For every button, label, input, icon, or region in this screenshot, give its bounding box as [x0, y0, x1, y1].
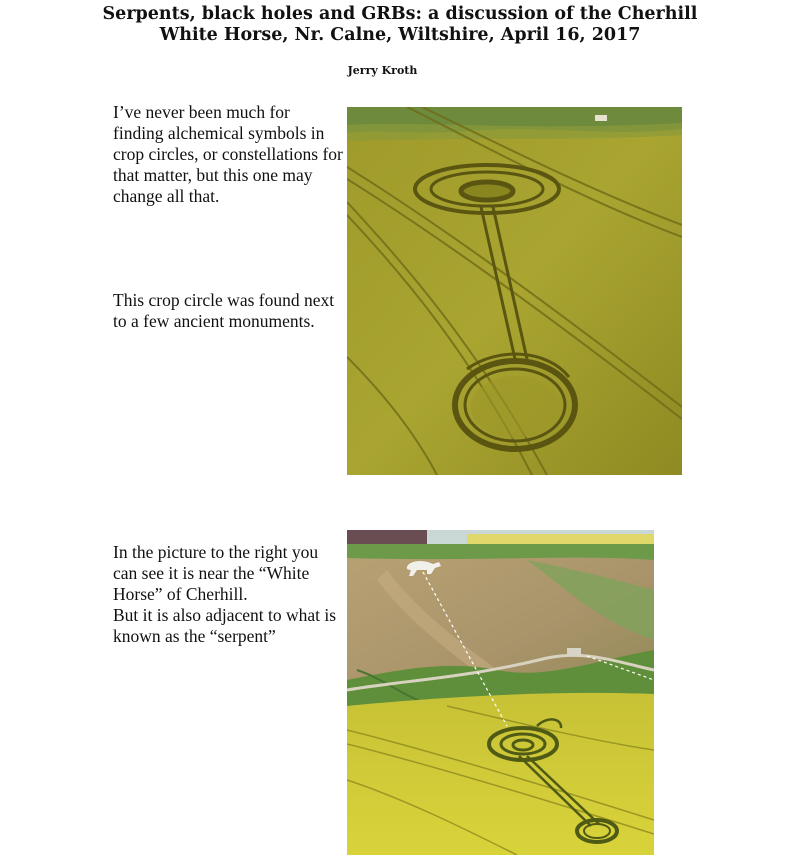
white-horse-paragraph [113, 542, 343, 647]
title-line-2: White Horse, Nr. Calne, Wiltshire, April 16, 2017 [159, 25, 641, 45]
title-line-1: Serpents, black holes and GRBs: a discussion of the Cherhill [102, 4, 698, 24]
white-horse-sentence: In the picture to the right you can see it is near the “White Horse” of Cherhill. [113, 542, 319, 604]
intro-paragraph: I’ve never been much for finding alchemical symbols in crop circles, or constellations for that matter, but this one may change all that. [113, 102, 343, 206]
article-title [0, 4, 800, 46]
white-horse-hillside-photo [347, 530, 654, 855]
author-name: Jerry Kroth [347, 64, 418, 77]
serpent-sentence: But it is also adjacent to what is known as the “serpent” [113, 605, 337, 646]
location-paragraph: This crop circle was found next to a few ancient monuments. [113, 290, 335, 331]
crop-circle-aerial-photo [347, 107, 682, 475]
